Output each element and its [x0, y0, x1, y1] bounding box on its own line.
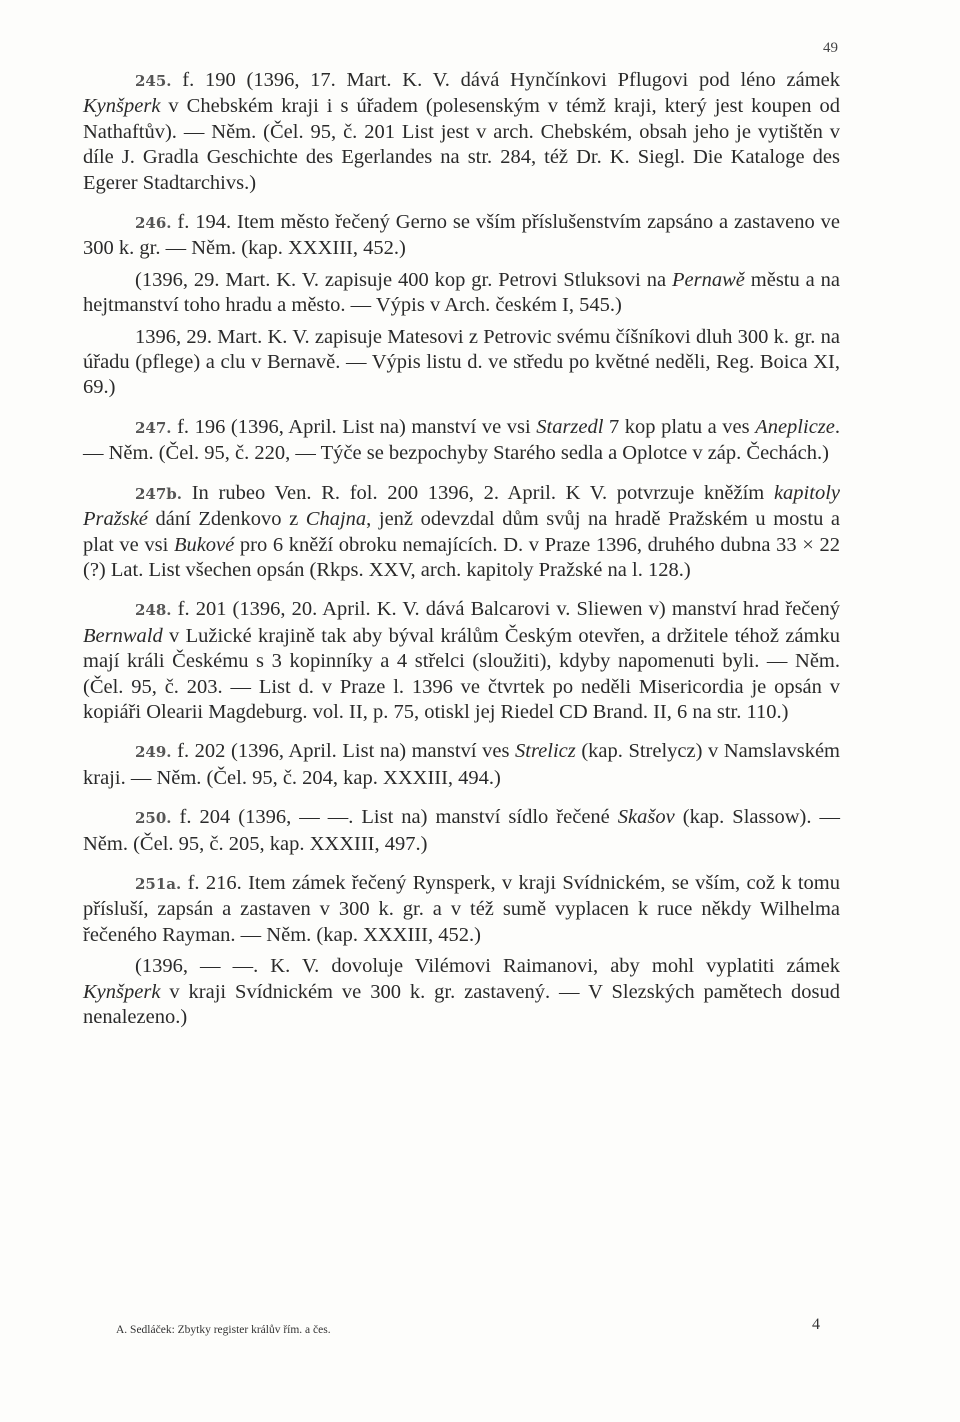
entry-text: v kraji Svídnickém ve 300 k. gr. zastavený. — V Slezských pamětech dosud nenalezeno.): [83, 980, 840, 1028]
entry-number: 245.: [135, 72, 172, 90]
entry-paragraph: [83, 805, 840, 857]
entry-text: f. 204 (1396, — —. List na) manství sídlo řečené: [171, 806, 618, 829]
page-number: 49: [823, 40, 838, 56]
entry-text: f. 216. Item zámek řečený Rynsperk, v kraji Svídnickém, se vším, což k tomu přísluší, zapsán a zastaven v 300 k. gr. a v též sumě vyplacen k ruce někdy Wilhelma řečeného Rayman. — Něm. (kap. XXXIII, 452.): [83, 871, 840, 946]
entry-number: 249.: [135, 743, 172, 762]
sub-paragraph: [83, 268, 840, 319]
italic-name: Bernwald: [83, 624, 163, 647]
entry-paragraph: [83, 481, 840, 584]
entry-number: 247b.: [135, 484, 183, 503]
entry-text: , jenž odevzdal dům svůj na hradě Pražském u mostu a plat ve vsi: [83, 508, 841, 556]
italic-name: Strelicz: [515, 740, 576, 763]
entry-number: 247.: [135, 418, 172, 437]
entry-text: městu a na hejtmanství toho hradu a město. — Výpis v Arch. českém I, 545.): [83, 268, 840, 317]
entry-text: 1396, 29. Mart. K. V. zapisuje Matesovi z Petrovic svému číšníkovi dluh 300 k. gr. na úřadu (pflege) a clu v Bernavě. — Výpis listu d. ve středu po květné neděli, Reg. Boica XI, 69.): [83, 325, 840, 399]
entry-paragraph: [83, 597, 840, 725]
italic-name: Chajna: [305, 508, 367, 531]
entry-text: v Lužické krajině tak aby býval králům Českým otevřen, a držitele téhož zámku mají králi Českému s 3 kopinníky a 4 střelci (sloužiti), kdyby napomenuti byli. — Něm. (Čel. 95, č. 203. — List d. v Praze l. 1396 ve čtvrtek po neděli Misericordia je opsán v kopiáři Olearii Magdeburg. vol. II, p. 75, otiskl jej Riedel CD Brand. II, 6 na str. 110.): [83, 624, 840, 723]
entry-text: 7 kop platu a ves: [603, 415, 756, 438]
italic-name: Pernawě: [672, 268, 745, 291]
italic-name: Kynšperk: [83, 95, 161, 118]
italic-name: kapitoly Pražské: [83, 481, 840, 531]
sub-paragraph: [83, 954, 840, 1030]
entry-text: f. 202 (1396, April. List na) manství ves: [171, 740, 515, 763]
italic-name: Skašov: [617, 806, 675, 829]
entry-text: (1396, — —. K. V. dovoluje Vilémovi Raimanovi, aby mohl vyplatiti zámek: [135, 955, 840, 978]
italic-name: Aneplicze: [755, 415, 835, 438]
entry-text: f. 196 (1396, April. List na) manství ve vsi: [171, 415, 537, 438]
entry-number: 251a.: [135, 874, 182, 893]
entry-text: In rubeo Ven. R. fol. 200 1396, 2. April. K V. potvrzuje kněžím: [182, 481, 774, 504]
entry-text: . — Něm. (Čel. 95, č. 220, — Týče se bezpochyby Starého sedla a Oplotce v záp. Čechách.): [83, 415, 841, 465]
entry-text: (1396, 29. Mart. K. V. zapisuje 400 kop gr. Petrovi Stluksovi na: [135, 268, 672, 291]
entry-text: v Chebském kraji i s úřadem (polesenským v témž kraji, který jest koupen od Nathaftův). — Něm. (Čel. 95, č. 201 List jest v arch. Chebském, obsah jeho je vytištěn v díle J. Gradla Geschichte des Egerlandes na str. 284, též Dr. K. Siegl. Die Kataloge des Egerer Stadtarchivs.): [83, 95, 840, 194]
entry-text: (kap. Strelycz) v Namslavském kraji. — Něm. (Čel. 95, č. 204, kap. XXXIII, 494.): [83, 740, 840, 789]
footer-title: A. Sedláček: Zbytky register králův řím. a čes.: [116, 1324, 331, 1336]
entry-text: pro 6 kněží obroku nemajících. D. v Praze 1396, druhého dubna 33 × 22 (?) Lat. List všechen opsán (Rkps. XXV, arch. kapitoly Pražské na l. 128.): [83, 533, 840, 581]
sub-paragraph: [83, 325, 840, 401]
italic-name: Bukové: [173, 533, 235, 556]
entry-text: f. 201 (1396, 20. April. K. V. dává Balcarovi v. Sliewen v) manství hrad řečený: [171, 598, 840, 621]
italic-name: Starzedl: [536, 415, 604, 438]
italic-name: Kynšperk: [83, 980, 161, 1003]
entry-paragraph: [83, 739, 840, 791]
entry-number: 246.: [135, 214, 172, 233]
entry-paragraph: [83, 871, 840, 948]
entry-paragraph: [83, 210, 840, 262]
entry-text: dání Zdenkovo z: [147, 508, 306, 531]
entry-paragraph: [83, 415, 840, 467]
entry-text: (kap. Slassow). — Něm. (Čel. 95, č. 205, kap. XXXIII, 497.): [83, 806, 840, 855]
document-body: [83, 68, 840, 1030]
entry-number: 250.: [135, 809, 172, 828]
entry-text: f. 194. Item město řečený Gerno se vším příslušenstvím zapsáno a zastaveno ve 300 k. gr. — Něm. (kap. XXXIII, 452.): [83, 211, 840, 260]
entry-number: 248.: [135, 601, 172, 620]
entry-paragraph: [83, 68, 840, 196]
entry-text: f. 190 (1396, 17. Mart. K. V. dává Hynčínkovi Pflugovi pod léno zámek: [171, 69, 840, 91]
signature-mark: 4: [812, 1316, 820, 1333]
